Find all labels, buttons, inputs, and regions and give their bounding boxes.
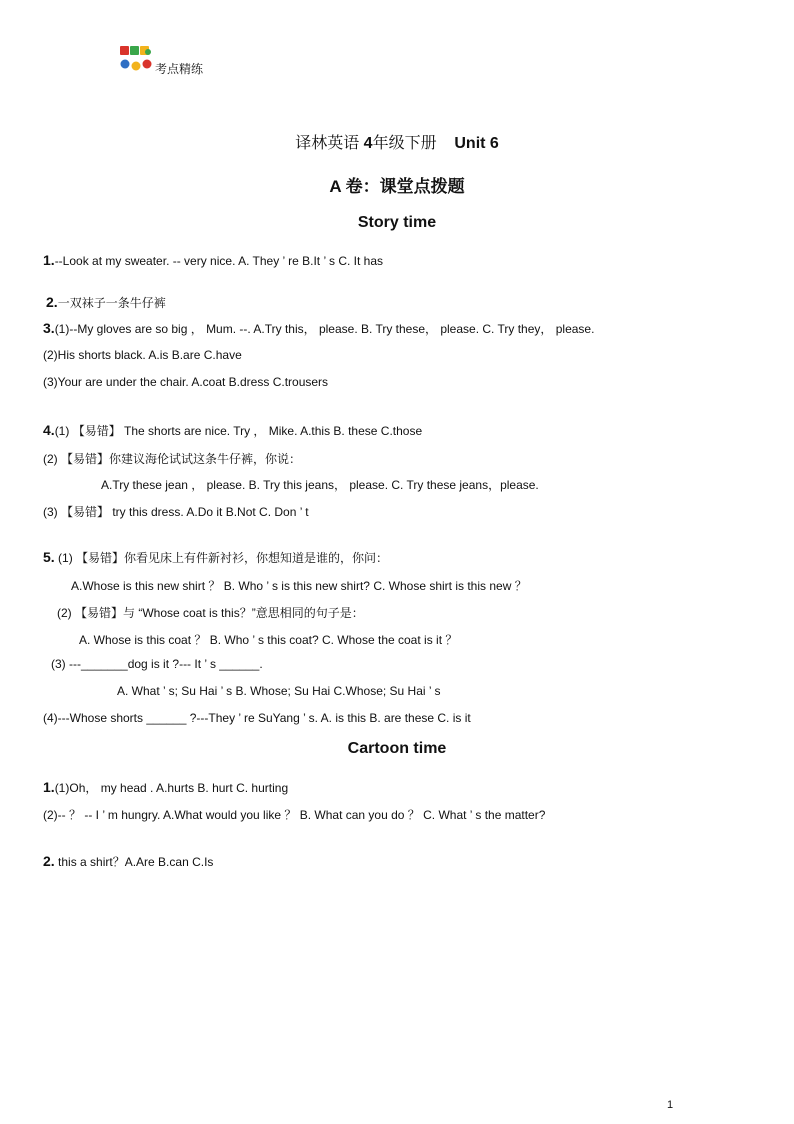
page-title xyxy=(0,130,794,153)
question-text: 一双袜子一条牛仔裤 xyxy=(57,296,166,310)
question-2 xyxy=(46,294,166,311)
question-5-3: (3) ---_______dog is it ?--- It ’ s ______. xyxy=(51,657,263,671)
question-5-4: (4)---Whose shorts ______ ?---They ’ re SuYang ’ s. A. is this B. are these C. is it xyxy=(43,711,471,725)
question-4-3: (3) 【易错】 try this dress. A.Do it B.Not C. Don ’ t xyxy=(43,505,309,519)
question-3-2: (2)His shorts black. A.is B.are C.have xyxy=(43,348,242,362)
question-number: 4. xyxy=(43,422,55,438)
question-3-1 xyxy=(43,320,594,337)
section-cartoon-time: Cartoon time xyxy=(347,740,447,757)
question-4-2-options: A.Try these jean ， please. B. Try this jeans， please. C. Try these jeans，please. xyxy=(101,478,539,492)
question-5-2-options: A. Whose is this coat ？ B. Who ’ s this coat? C. Whose the coat is it ？ xyxy=(79,633,458,647)
question-4-1 xyxy=(43,422,422,439)
page-number: 1 xyxy=(667,1099,674,1111)
question-number: 3. xyxy=(43,320,55,336)
section-story-time: Story time xyxy=(357,214,437,231)
question-4-2: (2) 【易错】你建议海伦试试这条牛仔裤，你说： xyxy=(43,452,302,466)
question-text: (1)--My gloves are so big ， Mum. --. A.Try this， please. B. Try these， please. C. Try they， please. xyxy=(54,322,595,336)
question-text: this a shirt？A.Are B.can C.Is xyxy=(54,855,214,869)
question-3-3: (3)Your are under the chair. A.coat B.dress C.trousers xyxy=(43,375,329,389)
question-number: 2. xyxy=(43,853,55,869)
question-5-1 xyxy=(43,549,388,566)
publisher-logo-icon xyxy=(118,44,158,74)
question-text: --Look at my sweater. -- very nice. A. They ’ re B.It ’ s C. It has xyxy=(54,254,384,268)
question-5-2: (2) 【易错】与 “Whose coat is this？”意思相同的句子是： xyxy=(57,606,364,620)
question-text: (1) 【易错】你看见床上有件新衬衫，你想知道是谁的，你问： xyxy=(58,551,389,565)
brand-label: 考点精练 xyxy=(155,62,204,76)
page-subtitle: A 卷：课堂点拨题 xyxy=(329,177,465,196)
title-chinese: 译林英语 xyxy=(295,135,360,152)
cartoon-question-2 xyxy=(43,853,213,870)
title-unit: Unit 6 xyxy=(454,135,499,152)
question-text: (1)Oh， my head . A.hurts B. hurt C. hurting xyxy=(54,781,289,795)
question-number: 2. xyxy=(46,294,58,310)
question-5-1-options: A.Whose is this new shirt ？ B. Who ’ s is this new shirt? C. Whose shirt is this new ？ xyxy=(71,579,527,593)
question-number: 1. xyxy=(43,252,55,268)
title-grade: 4 xyxy=(363,135,373,152)
question-1 xyxy=(43,252,383,268)
title-book: 年级下册 xyxy=(372,135,437,152)
question-text: (1) 【易错】 The shorts are nice. Try ， Mike. A.this B. these C.those xyxy=(54,424,423,438)
question-number: 1. xyxy=(43,779,55,795)
cartoon-question-1-1 xyxy=(43,779,288,796)
cartoon-question-1-2: (2)-- ？ -- I ’ m hungry. A.What would you like ？ B. What can you do ？ C. What ’ s the matter? xyxy=(43,808,546,822)
question-5-3-options: A. What ’ s; Su Hai ’ s B. Whose; Su Hai C.Whose; Su Hai ’ s xyxy=(117,684,441,698)
question-number: 5. xyxy=(43,549,55,565)
